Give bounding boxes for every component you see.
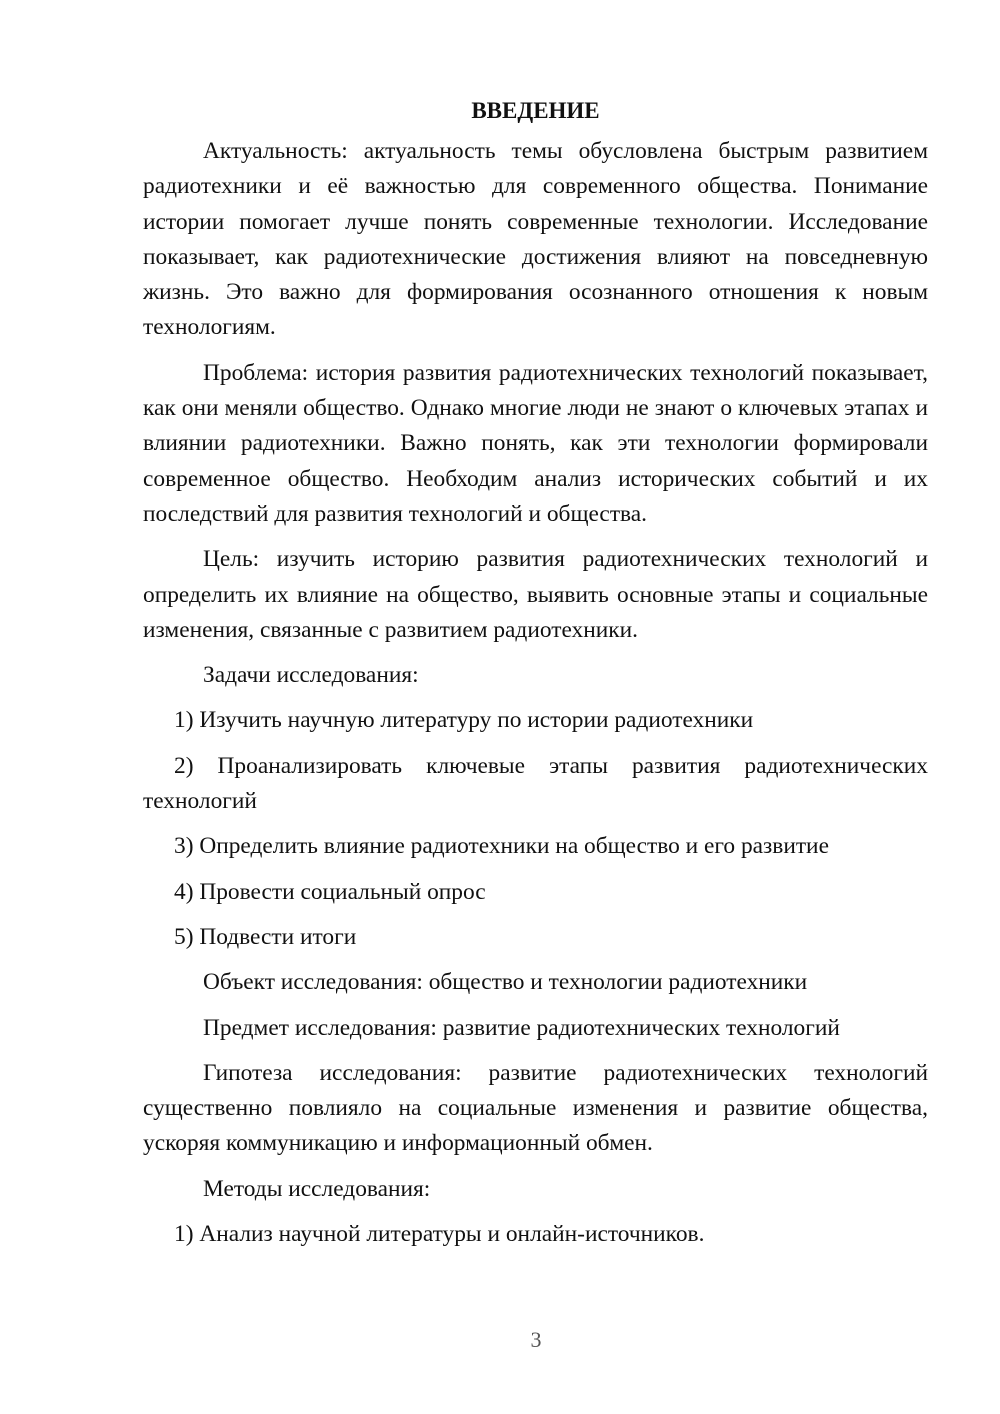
object-paragraph: Объект исследования: общество и технологии радиотехники — [203, 969, 808, 996]
subject-paragraph: Предмет исследования: развитие радиотехнических технологий — [203, 1014, 840, 1041]
problem-paragraph: Проблема: история развития радиотехнических технологий показывает, как они меняли общество. Однако многие люди не знают о ключевых этапах и влиянии радиотехники. Важно понять, как эти технологии формировали современное общество. Необходим анализ исторических событий и их последствий для развития технологий и общества. — [143, 359, 928, 527]
document-page — [143, 96, 928, 1262]
task-item: 4) Провести социальный опрос — [174, 878, 486, 905]
goal-paragraph: Цель: изучить историю развития радиотехнических технологий и определить их влияние на общество, выявить основные этапы и социальные изменения, связанные с развитием радиотехники. — [143, 546, 928, 643]
tasks-list — [143, 703, 928, 955]
page-number: 3 — [530, 1327, 542, 1352]
methods-list — [143, 1217, 928, 1252]
task-item: 3) Определить влияние радиотехники на общество и его развитие — [174, 833, 829, 860]
task-item: 2) Проанализировать ключевые этапы развития радиотехнических технологий — [143, 752, 928, 815]
section-title: ВВЕДЕНИЕ — [471, 98, 600, 123]
task-item: 1) Изучить научную литературу по истории радиотехники — [174, 707, 754, 734]
hypothesis-paragraph: Гипотеза исследования: развитие радиотехнических технологий существенно повлияло на социальные изменения и развитие общества, ускоряя коммуникацию и информационный обмен. — [143, 1059, 928, 1157]
relevance-paragraph: Актуальность: актуальность темы обусловлена быстрым развитием радиотехники и её важностью для современного общества. Понимание истории помогает лучше понять современные технологии. Исследование показывает, как радиотехнические достижения влияют на повседневную жизнь. Это важно для формирования осознанного отношения к новым технологиям. — [143, 138, 928, 341]
method-item: 1) Анализ научной литературы и онлайн-источников. — [174, 1221, 705, 1248]
methods-heading: Методы исследования: — [203, 1175, 431, 1202]
tasks-heading: Задачи исследования: — [203, 662, 419, 689]
task-item: 5) Подвести итоги — [174, 923, 357, 950]
